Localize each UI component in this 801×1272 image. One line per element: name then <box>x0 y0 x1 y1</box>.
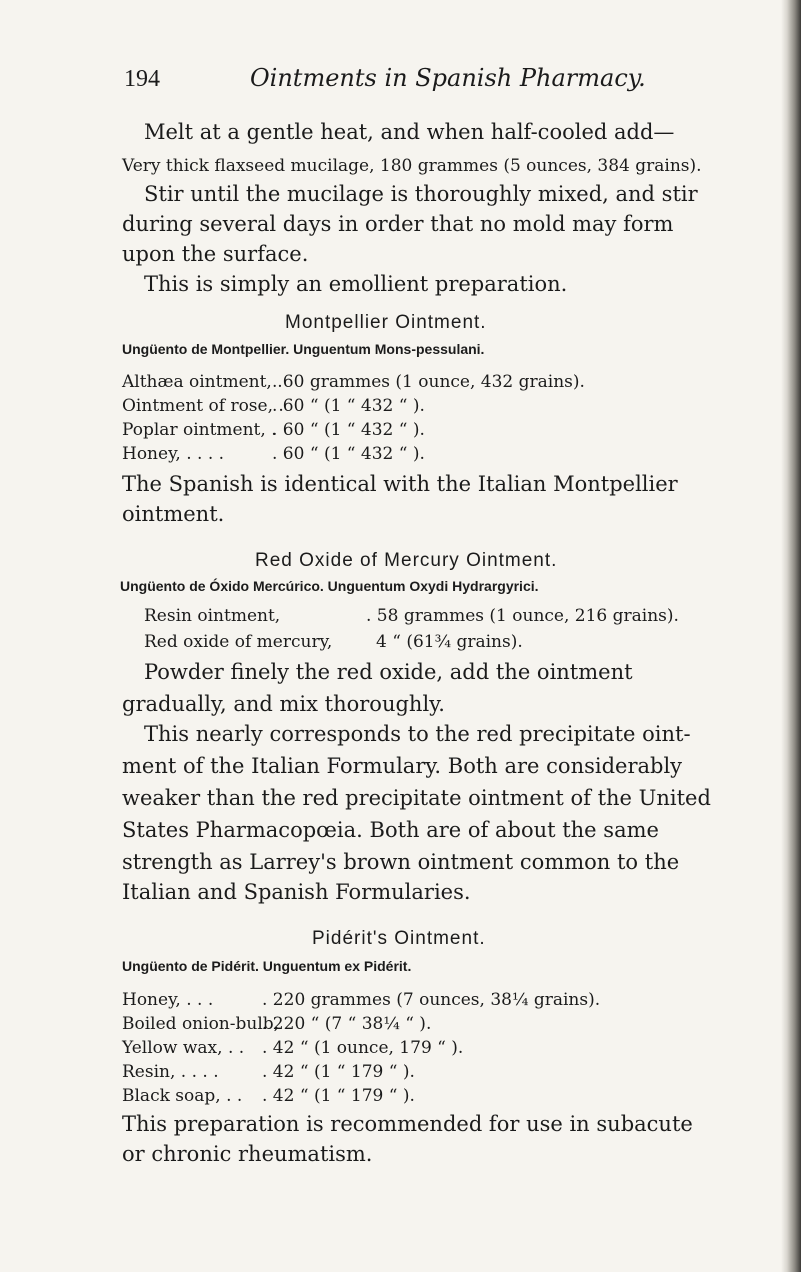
page-edge <box>781 0 801 1272</box>
ingredient-qty: . 60 “ (1 “ 432 “ ). <box>272 444 425 464</box>
ingredient-qty: . 42 “ (1 “ 179 “ ). <box>262 1086 415 1106</box>
red-oxide-para: ment of the Italian Formulary. Both are considerably <box>122 754 683 778</box>
page-number: 194 <box>124 66 160 92</box>
ingredient-qty: . 220 “ (7 “ 38¼ “ ). <box>262 1014 432 1034</box>
red-oxide-heading: Red Oxide of Mercury Ointment. <box>255 550 558 571</box>
ingredient-name: Resin ointment, <box>144 606 281 626</box>
ingredient-name: Poplar ointment, . <box>122 420 277 440</box>
running-title: Ointments in Spanish Pharmacy. <box>250 64 646 92</box>
intro-line-4: during several days in order that no mold may form <box>122 212 674 236</box>
montpellier-latin: Ungüento de Montpellier. Unguentum Mons-pessulani. <box>122 341 485 357</box>
piderit-note-2: or chronic rheumatism. <box>122 1142 373 1166</box>
intro-line-6: This is simply an emollient preparation. <box>144 272 568 296</box>
ingredient-name: Honey, . . . <box>122 990 214 1010</box>
piderit-note-1: This preparation is recommended for use in subacute <box>122 1112 693 1136</box>
ingredient-qty: . 58 grammes (1 ounce, 216 grains). <box>366 606 679 626</box>
piderit-heading: Pidérit's Ointment. <box>312 928 486 949</box>
ingredient-qty: . 60 grammes (1 ounce, 432 grains). <box>272 372 585 392</box>
ingredient-qty: . 60 “ (1 “ 432 “ ). <box>272 396 425 416</box>
red-oxide-para: States Pharmacopœia. Both are of about the same <box>122 818 659 842</box>
intro-line-5: upon the surface. <box>122 242 309 266</box>
ingredient-name: Yellow wax, . . <box>122 1038 245 1058</box>
red-oxide-para: Italian and Spanish Formularies. <box>122 880 471 904</box>
intro-line-3: Stir until the mucilage is thoroughly mixed, and stir <box>144 182 698 206</box>
ingredient-name: Black soap, . . <box>122 1086 243 1106</box>
intro-line-2: Very thick flaxseed mucilage, 180 grammes (5 ounces, 384 grains). <box>122 156 702 176</box>
ingredient-qty: 4 “ (61¾ grains). <box>376 632 523 652</box>
red-oxide-para: This nearly corresponds to the red precipitate oint- <box>144 722 691 746</box>
piderit-latin: Ungüento de Pidérit. Unguentum ex Pidérit. <box>122 958 412 974</box>
intro-line-1: Melt at a gentle heat, and when half-cooled add— <box>144 120 675 144</box>
running-header <box>124 64 646 93</box>
ingredient-name: Ointment of rose, . <box>122 396 284 416</box>
ingredient-qty: . 60 “ (1 “ 432 “ ). <box>272 420 425 440</box>
ingredient-name: Honey, . . . . <box>122 444 225 464</box>
red-oxide-para: strength as Larrey's brown ointment common to the <box>122 850 680 874</box>
red-oxide-latin: Ungüento de Óxido Mercúrico. Unguentum Oxydi Hydrargyrici. <box>120 578 539 594</box>
montpellier-heading: Montpellier Ointment. <box>285 312 487 333</box>
red-oxide-para: Powder finely the red oxide, add the ointment <box>144 660 633 684</box>
ingredient-name: Boiled onion-bulb, <box>122 1014 280 1034</box>
ingredient-name: Althæa ointment, . <box>122 372 283 392</box>
ingredient-name: Resin, . . . . <box>122 1062 219 1082</box>
ingredient-name: Red oxide of mercury, <box>144 632 333 652</box>
ingredient-qty: . 220 grammes (7 ounces, 38¼ grains). <box>262 990 601 1010</box>
ingredient-qty: . 42 “ (1 “ 179 “ ). <box>262 1062 415 1082</box>
ingredient-qty: . 42 “ (1 ounce, 179 “ ). <box>262 1038 464 1058</box>
red-oxide-para: weaker than the red precipitate ointment of the United <box>122 786 711 810</box>
red-oxide-para: gradually, and mix thoroughly. <box>122 692 445 716</box>
montpellier-note-2: ointment. <box>122 502 225 526</box>
montpellier-note-1: The Spanish is identical with the Italian Montpellier <box>122 472 678 496</box>
